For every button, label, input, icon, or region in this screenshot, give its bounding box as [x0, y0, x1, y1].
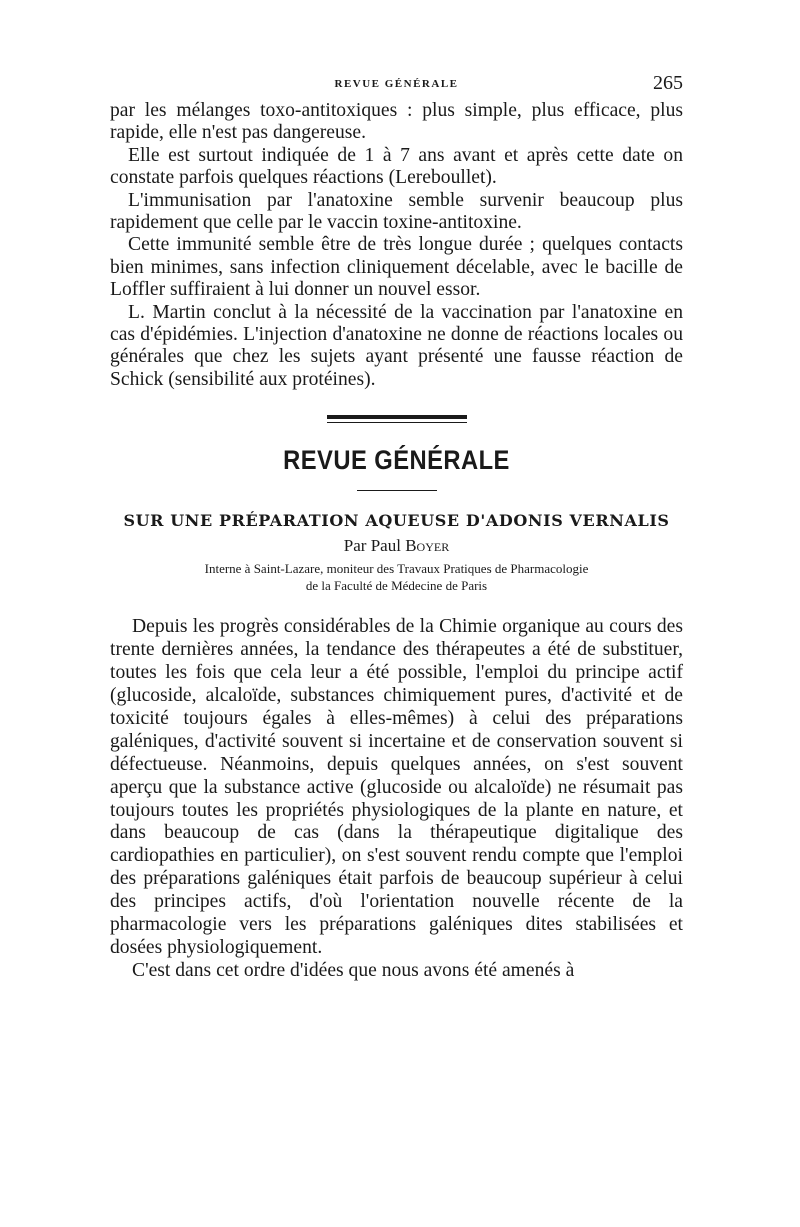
paragraph: C'est dans cet ordre d'idées que nous avons été amenés à	[132, 959, 575, 981]
page-number: 265	[653, 72, 683, 94]
byline	[110, 536, 683, 556]
section-title: REVUE GÉNÉRALE	[283, 445, 510, 476]
affiliation-line: Interne à Saint-Lazare, moniteur des Travaux Pratiques de Pharmacologie	[204, 561, 589, 577]
paragraph: L'immunisation par l'anatoxine semble survenir beaucoup plus rapidement que celle par le vaccin toxine-antitoxine.	[110, 189, 683, 234]
paragraph: Depuis les progrès considérables de la Chimie organique au cours des trente dernières années, la tendance des thérapeutes a été de substituer, toutes les fois que cela leur a été possible, l'emploi du principe actif (glucoside, alcaloïde, substances chimiquement pures, d'activité et de toxicité toujours égales à elles-mêmes) à celui des préparations galéniques, d'activité souvent si incertaine et de conservation souvent si défectueuse. Néanmoins, depuis quelques années, on s'est souvent aperçu que la substance active (glucoside ou alcaloïde) ne résumait pas toujours toutes les propriétés physiologiques de la plante en nature, et dans beaucoup de cas (dans la thérapeutique digitalique des cardiopathies en particulier), on s'est souvent rendu compte que l'emploi des préparations galéniques était parfois de beaucoup supérieur à celui des principes actifs, d'où l'orientation nouvelle récente de la pharmacologie vers les préparations galéniques dites stabilisées et dosées physiologiquement.	[110, 616, 683, 958]
title-underline-rule	[357, 490, 437, 491]
paragraph: L. Martin conclut à la nécessité de la vaccination par l'anatoxine en cas d'épidémies. L'injection d'anatoxine ne donne de réactions locales ou générales que chez les sujets ayant présenté une fausse réaction de Schick (sensibilité aux protéines).	[110, 301, 683, 390]
affiliation-line: de la Faculté de Médecine de Paris	[305, 578, 488, 594]
paragraph: Elle est surtout indiquée de 1 à 7 ans avant et après cette date on constate parfois quelques réactions (Lereboullet).	[110, 144, 683, 189]
byline-prefix: Par Paul	[343, 536, 401, 556]
paragraph: Cette immunité semble être de très longue durée ; quelques contacts bien minimes, sans infection cliniquement décelable, avec le bacille de Loffler suffiraient à lui donner un nouvel essor.	[110, 234, 683, 301]
author-affiliation	[110, 560, 683, 594]
article-title: SUR UNE PRÉPARATION AQUEUSE D'ADONIS VERNALIS	[123, 511, 670, 531]
divider-thick-rule	[327, 415, 467, 419]
running-head	[110, 70, 683, 100]
paragraph: par les mélanges toxo-antitoxiques : plus simple, plus efficace, plus rapide, elle n'est pas dangereuse.	[110, 100, 683, 144]
section-divider	[327, 415, 467, 423]
document-page	[110, 70, 683, 983]
author-surname: Boyer	[405, 536, 450, 556]
divider-thin-rule	[327, 422, 467, 423]
running-title: REVUE GÉNÉRALE	[334, 78, 459, 90]
article-body	[110, 616, 683, 983]
preceding-article-text	[110, 100, 683, 391]
